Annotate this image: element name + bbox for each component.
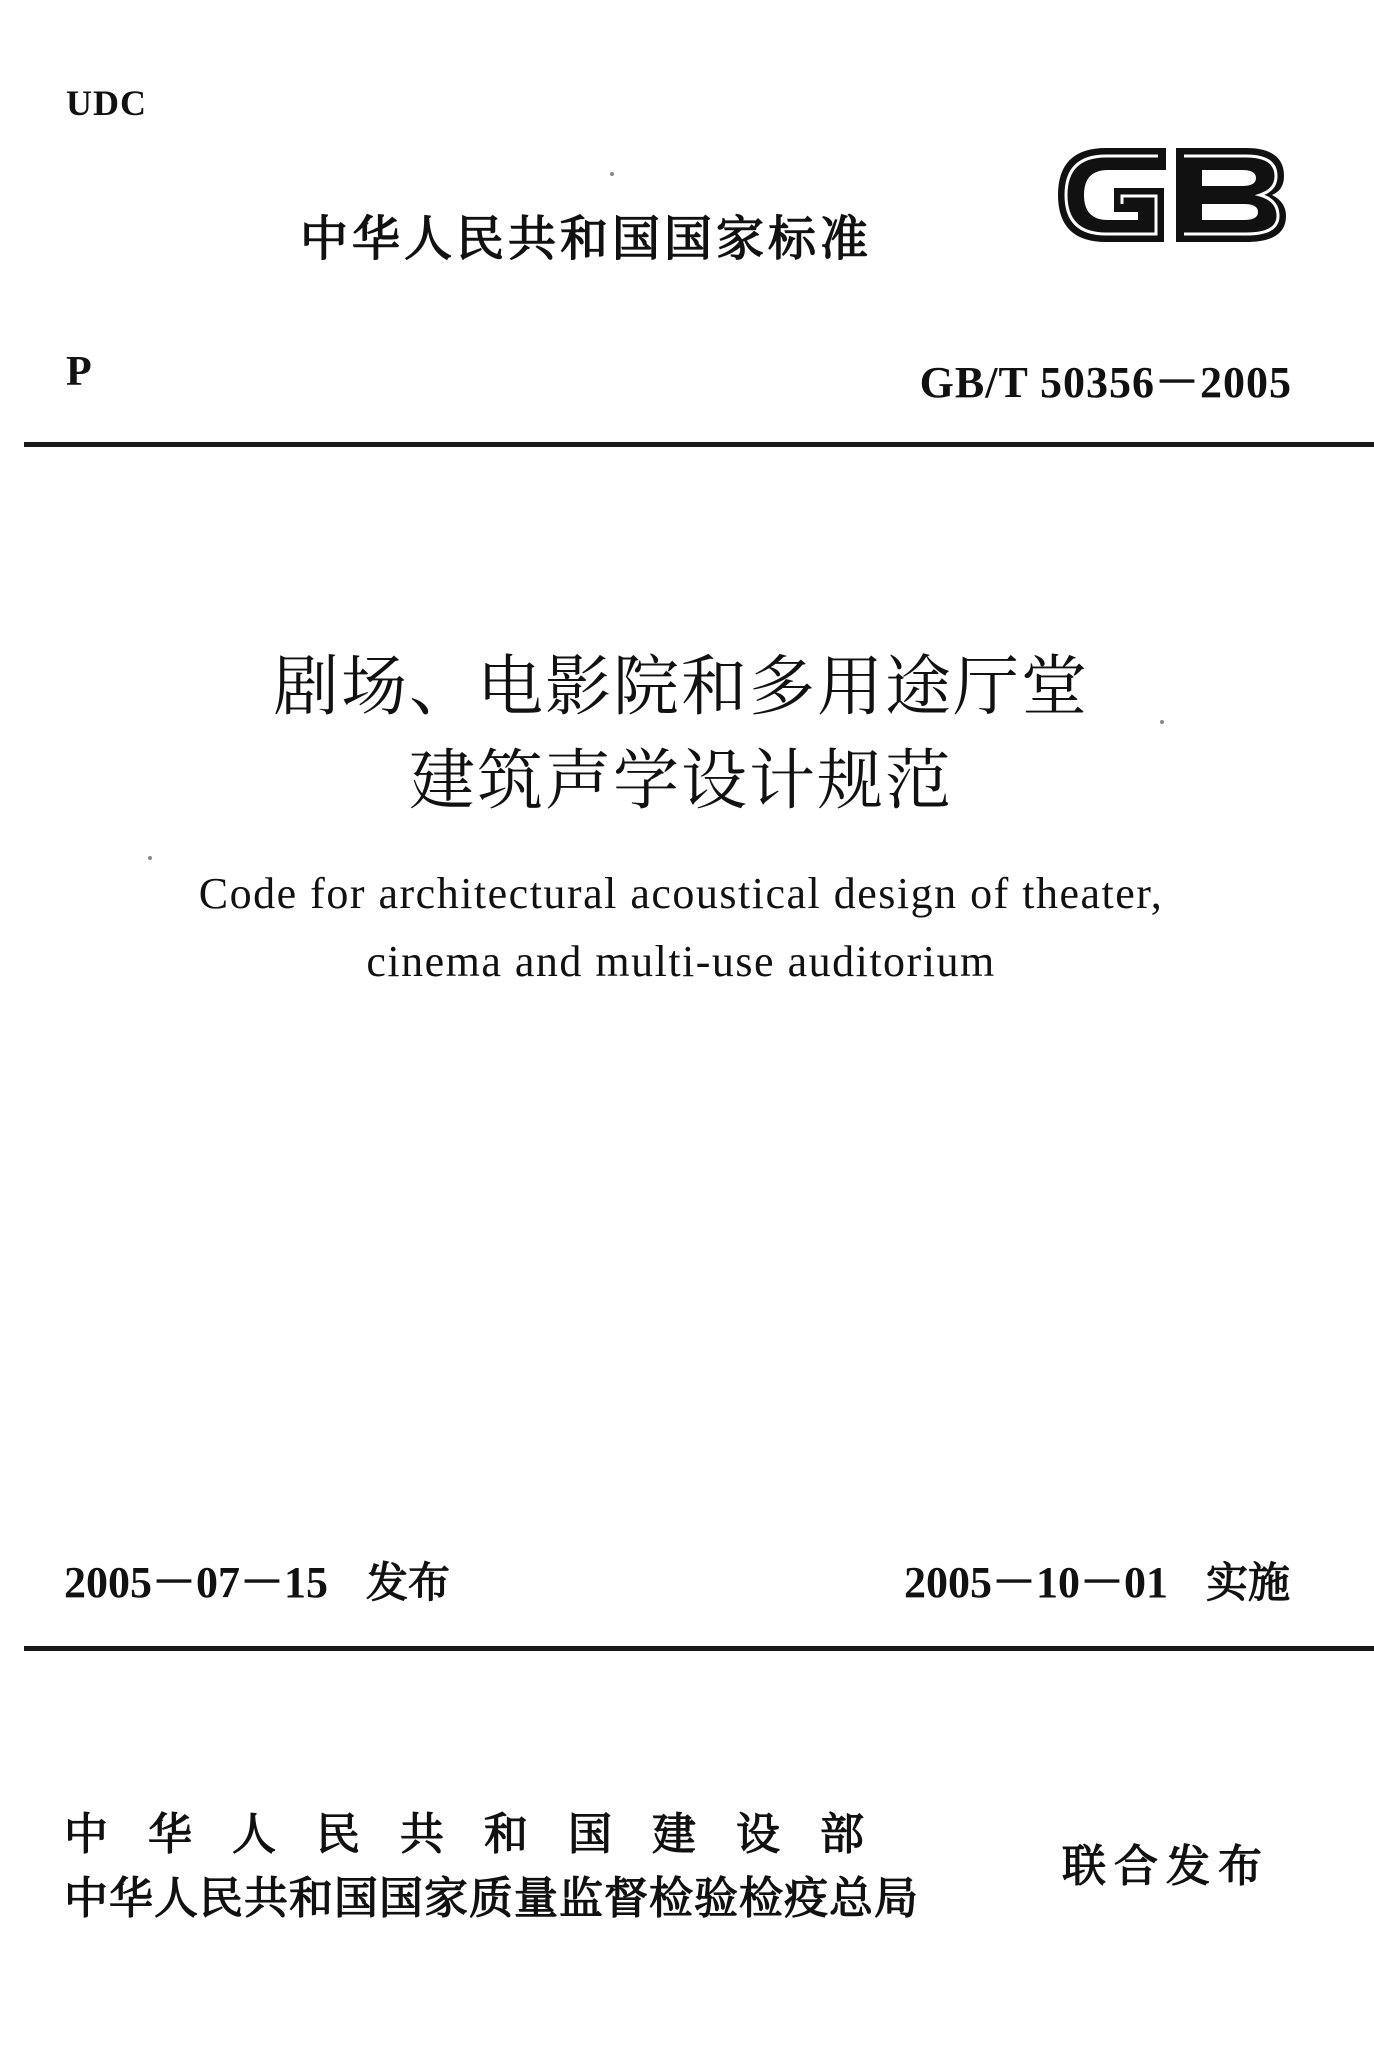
national-standard-heading: 中华人民共和国国家标准 [300, 211, 873, 267]
bottom-divider [24, 1646, 1374, 1651]
title-en-line2: cinema and multi-use auditorium [366, 937, 996, 986]
issuer-ministry: 中华人民共和国建设部 [64, 1809, 904, 1860]
title-cn-line2: 建筑声学设计规范 [409, 742, 953, 819]
issuer-aqsiq: 中华人民共和国国家质量监督检验检疫总局 [64, 1873, 919, 1924]
udc-label: UDC [66, 83, 147, 123]
gb-logo [1046, 128, 1296, 262]
title-en-line1: Code for architectural acoustical design of theater, [198, 869, 1164, 918]
print-speck [610, 172, 614, 176]
implement-label: 实施 [1205, 1558, 1290, 1607]
implement-date-block [904, 1546, 1290, 1610]
implement-date: 2005－10－01 [903, 1558, 1168, 1607]
top-divider [24, 442, 1374, 447]
title-cn-line1: 剧场、电影院和多用途厅堂 [273, 648, 1089, 725]
standard-number: GB/T 50356－2005 [919, 358, 1292, 407]
print-speck [148, 856, 152, 860]
joint-release-label: 联合发布 [1062, 1841, 1270, 1892]
classification-code: P [66, 349, 92, 395]
issue-label: 发布 [366, 1558, 451, 1607]
issue-date: 2005－07－15 [64, 1558, 328, 1607]
print-speck [1160, 720, 1164, 724]
issue-date-block [64, 1546, 450, 1610]
